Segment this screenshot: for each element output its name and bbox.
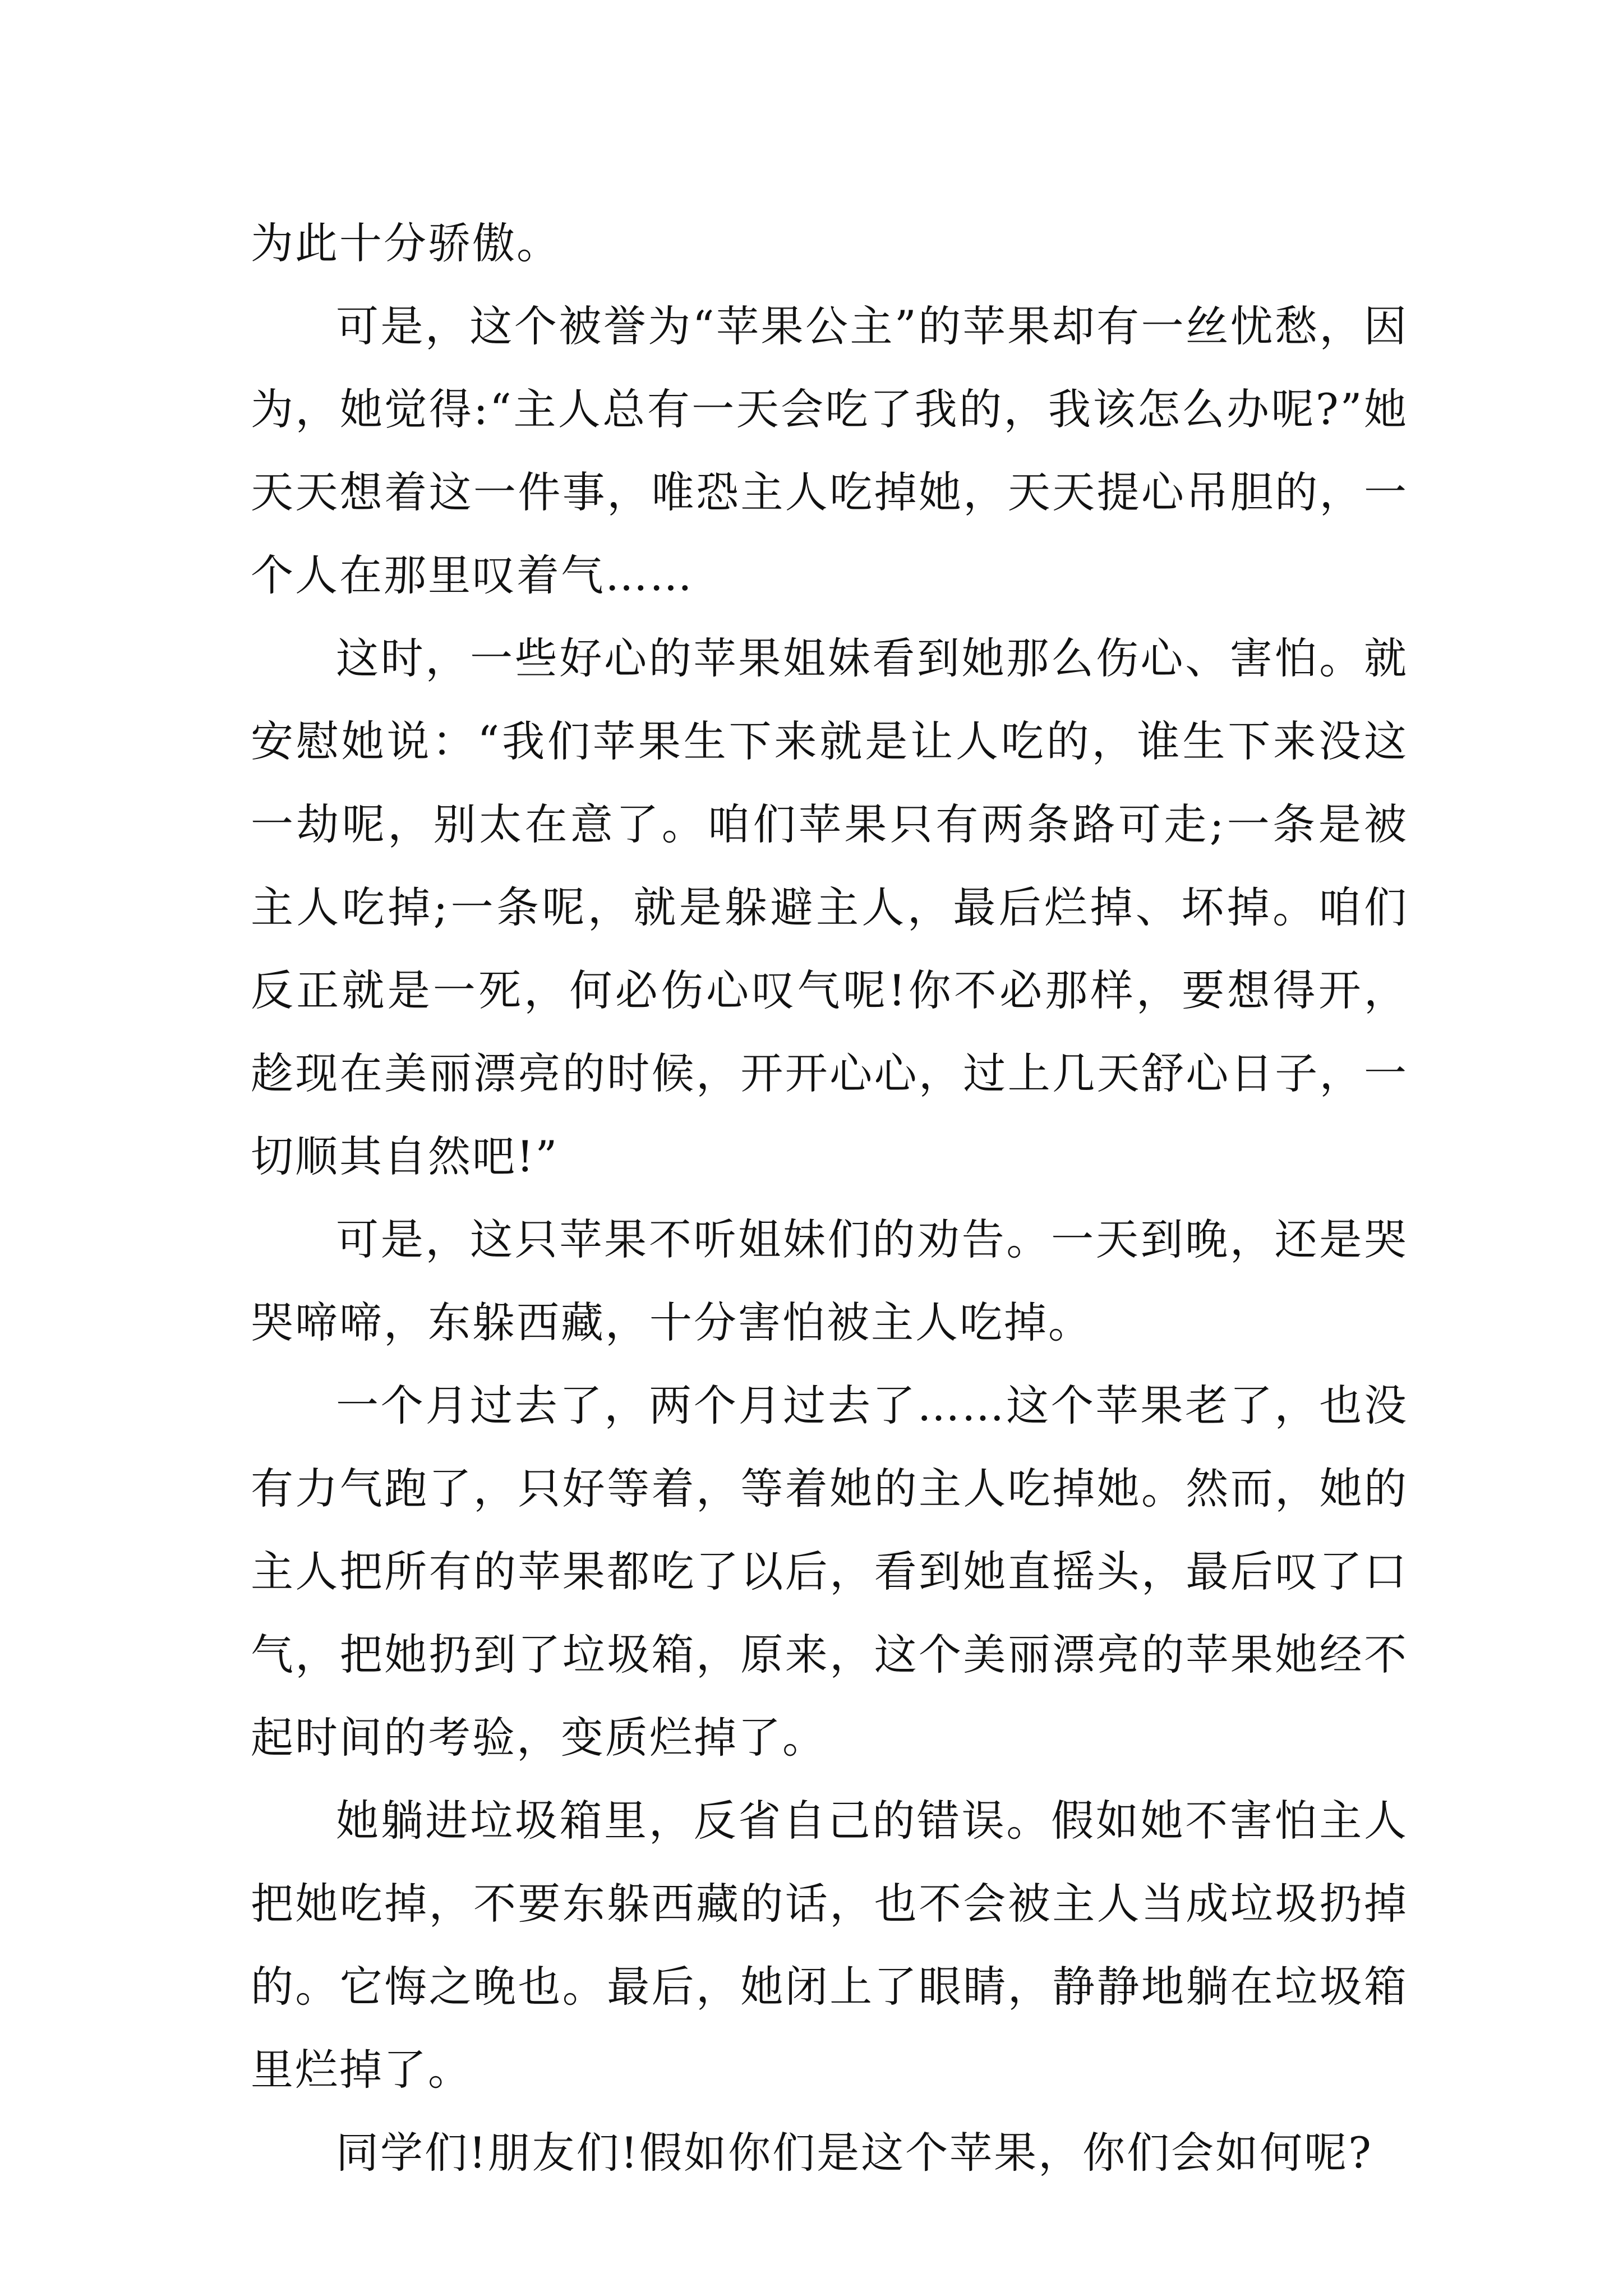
paragraph-3: 这时，一些好心的苹果姐妹看到她那么伤心、害怕。就安慰她说：“我们苹果生下来就是让人吃的，谁生下来没这一劫呢，别太在意了。咱们苹果只有两条路可走;一条是被主人吃掉;一条呢，就是躲避主人，最后烂掉、坏掉。咱们反正就是一死，何必伤心叹气呢!你不必那样，要想得开，趁现在美丽漂亮的时候，开开心心，过上几天舒心日子，一切顺其自然吧!” <box>251 633 1408 1181</box>
paragraph-4: 可是，这只苹果不听姐妹们的劝告。一天到晚，还是哭哭啼啼，东躲西藏，十分害怕被主人吃掉。 <box>251 1214 1408 1347</box>
paragraph-7: 同学们!朋友们!假如你们是这个苹果，你们会如何呢? <box>336 2128 1373 2178</box>
paragraph-5: 一个月过去了，两个月过去了……这个苹果老了，也没有力气跑了，只好等着，等着她的主人吃掉她。然而，她的主人把所有的苹果都吃了以后，看到她直摇头，最后叹了口气，把她扔到了垃圾箱，原来，这个美丽漂亮的苹果她经不起时间的考验，变质烂掉了。 <box>251 1381 1408 1763</box>
story-text <box>251 202 1408 2194</box>
paragraph-2: 可是，这个被誉为“苹果公主”的苹果却有一丝忧愁，因为，她觉得:“主人总有一天会吃了我的，我该怎么办呢?”她天天想着这一件事，唯恐主人吃掉她，天天提心吊胆的，一个人在那里叹着气…… <box>251 301 1408 600</box>
paragraph-1: 为此十分骄傲。 <box>251 218 561 268</box>
paragraph-6: 她躺进垃圾箱里，反省自己的错误。假如她不害怕主人把她吃掉，不要东躲西藏的话，也不会被主人当成垃圾扔掉的。它悔之晚也。最后，她闭上了眼睛，静静地躺在垃圾箱里烂掉了。 <box>251 1796 1408 2095</box>
